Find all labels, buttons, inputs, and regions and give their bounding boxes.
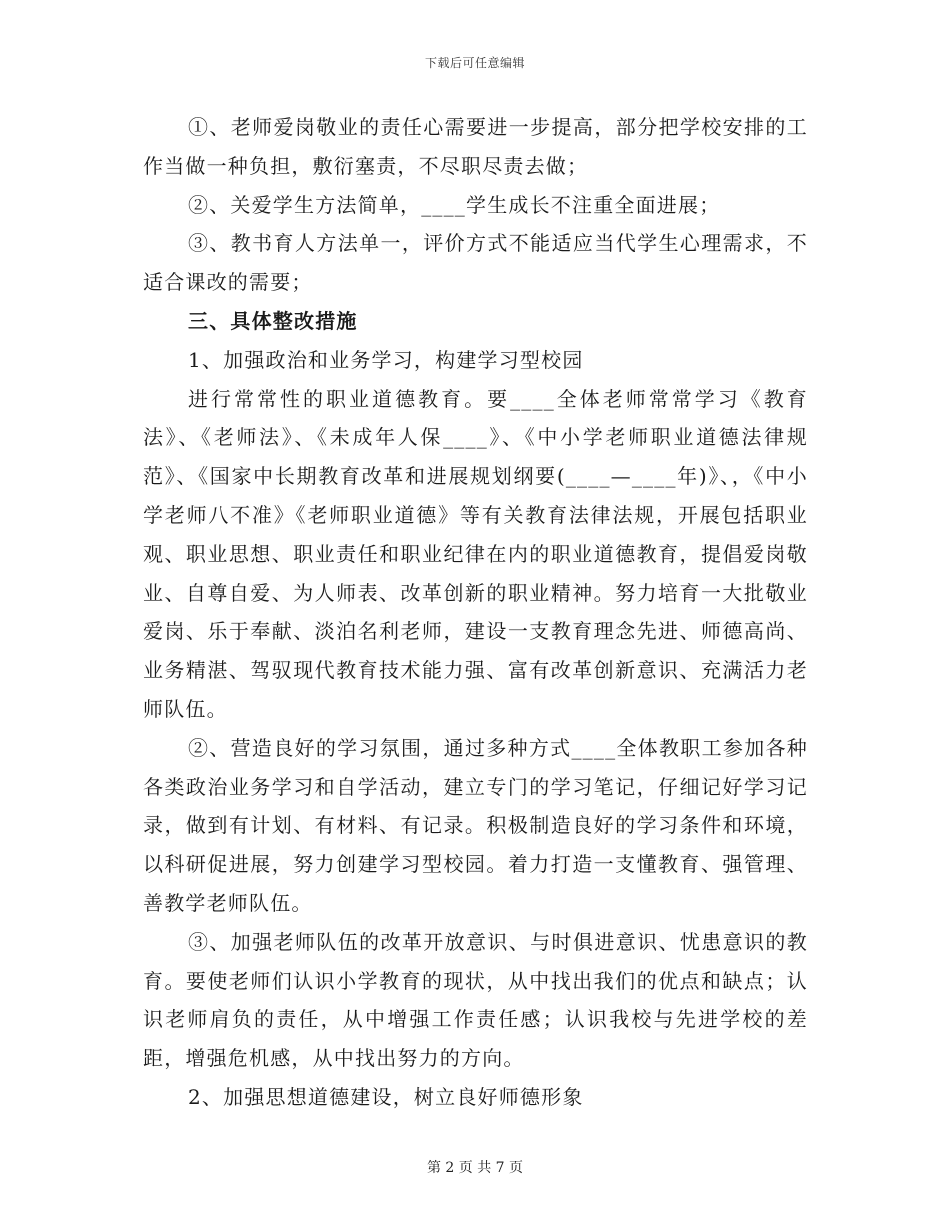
paragraph-issue-1: ①、老师爱岗敬业的责任心需要进一步提高，部分把学校安排的工作当做一种负担，敷衍塞责，不尽职尽责去做； bbox=[143, 115, 808, 178]
page-footer: 第 2 页 共 7 页 bbox=[426, 1160, 524, 1176]
section-heading: 三、具体整改措施 bbox=[188, 308, 358, 333]
paragraph-reform-awareness: ③、加强老师队伍的改革开放意识、与时俱进意识、忧患意识的教育。要使老师们认识小学教育的现状，从中找出我们的优点和缺点；认识老师肩负的责任，从中增强工作责任感；认识我校与先进学校的差距，增强危机感，从中找出努力的方向。 bbox=[143, 929, 808, 1071]
document-body bbox=[143, 108, 808, 1117]
subsection-heading-2: 2、加强思想道德建设，树立良好师德形象 bbox=[188, 1084, 584, 1109]
page-header: 下载后可任意编辑 bbox=[424, 56, 525, 70]
paragraph-ethics-education: 进行常常性的职业道德教育。要____全体老师常常学习《教育法》、《老师法》、《未成年人保____》、《中小学老师职业道德法律规范》、《国家中长期教育改革和进展规划纲要(____—____年)》、，《中小学老师八不准》《老师职业道德》等有关教育法律法规，开展包括职业观、职业思想、职业责任和职业纪律在内的职业道德教育，提倡爱岗敬业、自尊自爱、为人师表、改革创新的职业精神。努力培育一大批敬业爱岗、乐于奉献、淡泊名利老师，建设一支教育理念先进、师德高尚、业务精湛、驾驭现代教育技术能力强、富有改革创新意识、充满活力老师队伍。 bbox=[143, 386, 808, 721]
paragraph-issue-2: ②、关爱学生方法简单，____学生成长不注重全面进展； bbox=[188, 192, 721, 217]
paragraph-learning-atmosphere: ②、营造良好的学习氛围，通过多种方式____全体教职工参加各种各类政治业务学习和自学活动，建立专门的学习笔记，仔细记好学习记录，做到有计划、有材料、有记录。积极制造良好的学习条件和环境，以科研促进展，努力创建学习型校园。着力打造一支懂教育、强管理、善教学老师队伍。 bbox=[143, 735, 808, 915]
paragraph-issue-3: ③、教书育人方法单一，评价方式不能适应当代学生心理需求，不适合课改的需要； bbox=[143, 231, 808, 295]
subsection-heading-1: 1、加强政治和业务学习，构建学习型校园 bbox=[188, 347, 584, 372]
